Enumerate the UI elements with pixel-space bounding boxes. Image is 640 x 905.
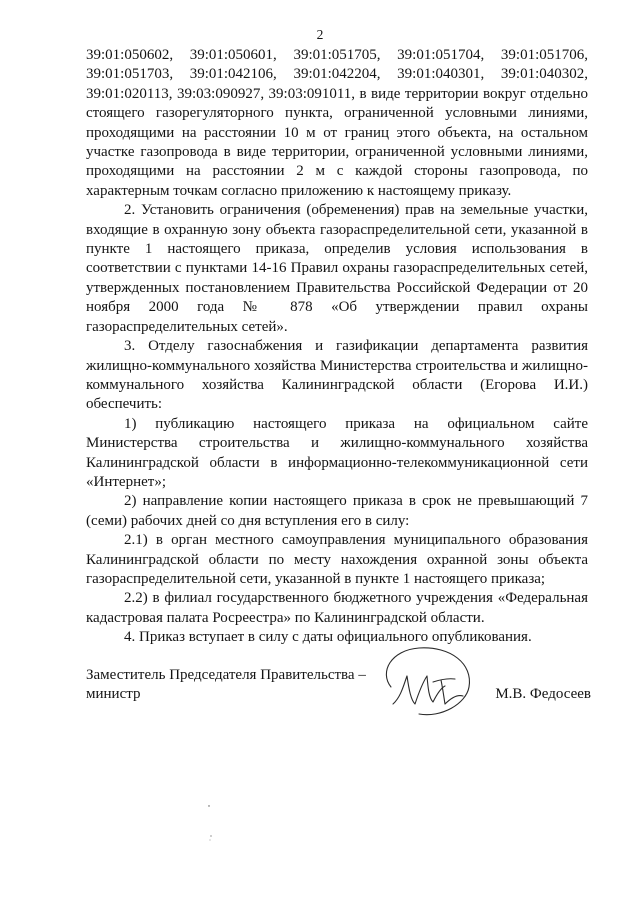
page-number: 2 (316, 27, 324, 42)
handwritten-signature (371, 642, 481, 722)
paragraph-cadastral-zone: 39:01:050602, 39:01:050601, 39:01:051705, 39:01:051704, 39:01:051706, 39:01:051703, 39:01:042106, 39:01:042204, 39:01:040301, 39:01:040302, 39:01:020113, 39:03:090927, 39:03:091011, в виде территории вокруг отдельно стоящего газорегуляторного пункта, ограниченной условными линиями, проходящими на расстоянии 10 м от границ этого объекта, на остальном участке газопровода в виде территории, ограниченной условными линиями, проходящими на расстоянии 2 м с каждой стороны газопровода, по характерным точкам согласно приложению к настоящему приказу. (86, 47, 588, 199)
paragraph-subitem-2-1: 2.1) в орган местного самоуправления муниципального образования Калининградской области по месту нахождения охранной зоны объекта газораспределительной сети, указанной в пункте 1 настоящего приказа; (86, 532, 588, 587)
signatory-title-line2: министр (86, 686, 141, 702)
paragraph-item-4: 4. Приказ вступает в силу с даты официального опубликования. (124, 629, 532, 646)
paragraph-subitem-2-2: 2.2) в филиал государственного бюджетного учреждения «Федеральная кадастровая палата Росреестра» по Калининградской области. (86, 590, 588, 626)
paragraph-item-3: 3. Отделу газоснабжения и газификации департамента развития жилищно-коммунального хозяйства Министерства строительства и жилищно-коммунального хозяйства Калининградской области (Егорова И.И.) обеспечить: (86, 338, 588, 413)
signatory-title-line1: Заместитель Председателя Правительства – (86, 667, 366, 683)
paragraph-subitem-1: 1) публикацию настоящего приказа на официальном сайте Министерства строительства и жилищно-коммунального хозяйства Калининградской области в информационно-телекоммуникационной сети «Интернет»; (86, 415, 588, 490)
paragraph-subitem-2: 2) направление копии настоящего приказа в срок не превышающий 7 (семи) рабочих дней со дня вступления его в силу: (86, 493, 588, 529)
signatory-name: М.В. Федосеев (495, 686, 591, 702)
paragraph-item-2: 2. Установить ограничения (обременения) прав на земельные участки, входящие в охранную зону объекта газораспределительной сети, указанной в пункте 1 настоящего приказа, определив условия использования в соответствии с пунктами 14-16 Правил охраны газораспределительных сетей, утвержденных постановлением Правительства Российской Федерации от 20 ноября 2000 года № 878 «Об утверждении правил охраны газораспределительных сетей». (86, 202, 588, 335)
signature-block (86, 662, 591, 722)
scan-specks (205, 800, 235, 860)
document-body (86, 46, 588, 648)
